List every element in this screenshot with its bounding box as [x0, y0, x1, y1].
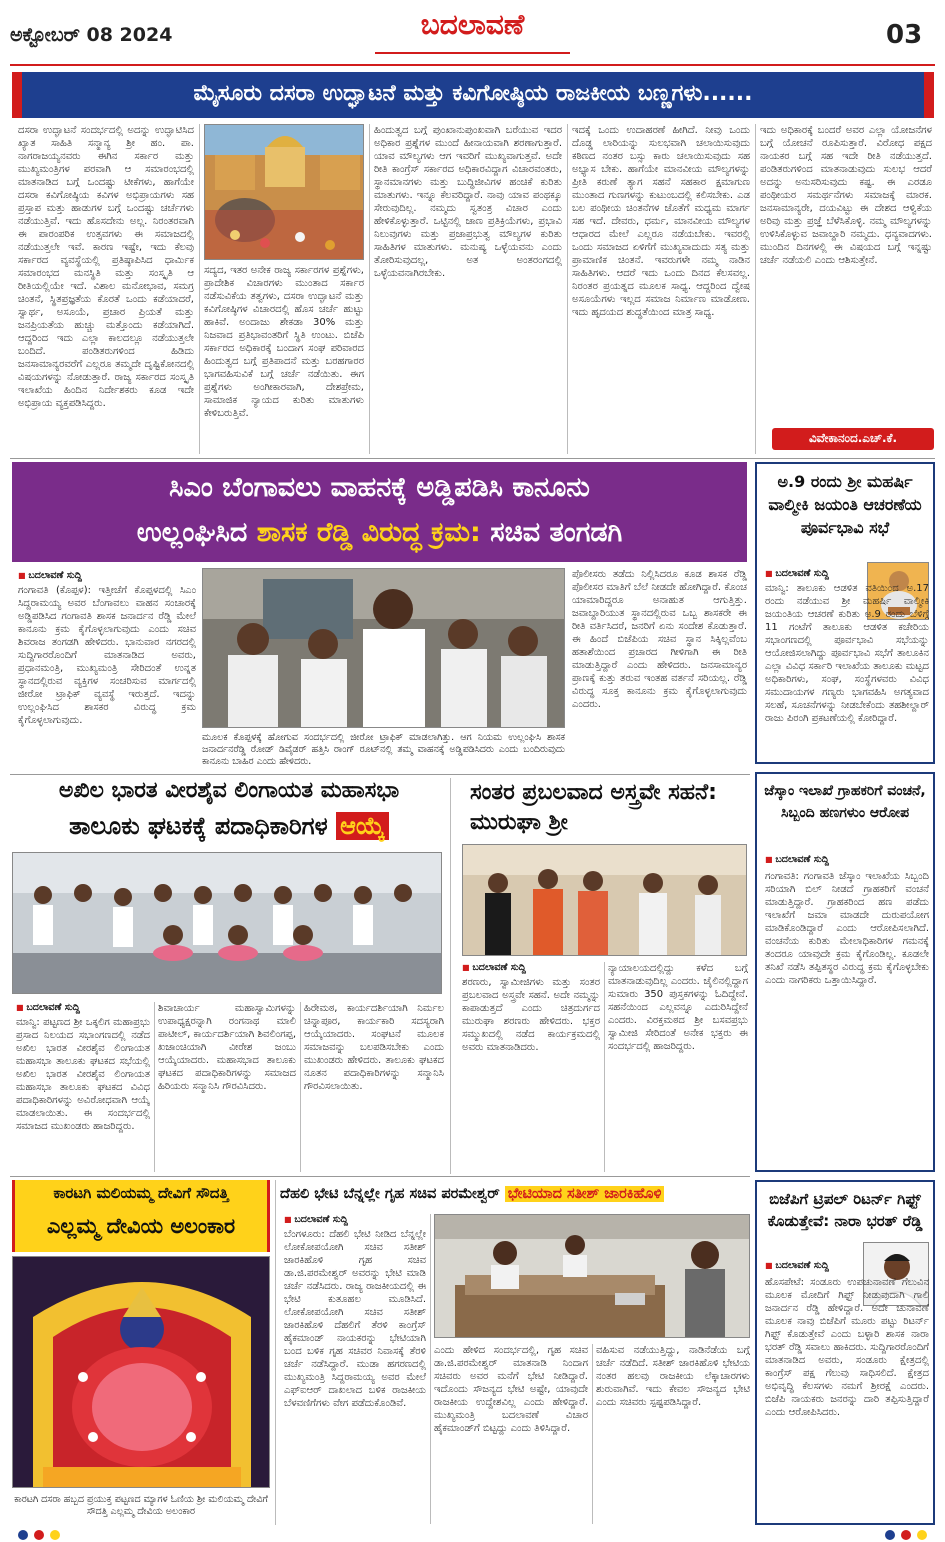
escom-box: [755, 772, 935, 1172]
mahasabha-col2: ಶಿವಾಚಾರ್ಯ ಮಹಾಸ್ವಾಮಿಗಳನ್ನು ಉಪಾಧ್ಯಕ್ಷರನ್ನಾಗಿ ರಂಗನಾಥ ಮಾಲಿ ಪಾಟೀಲ್, ಕಾರ್ಯದರ್ಶಿಯಾಗಿ ಶಿವಲಿಂಗಪ್ಪ, ಖಜಾಂಚಿಯಾಗಿ ವೀರೇಶ ಜಂಬು ಆಯ್ಕೆಯಾದರು. ಮಹಾಸಭಾದ ತಾಲೂಕು ಘಟಕದ ಪದಾಧಿಕಾರಿಗಳನ್ನು ಸಮಾಜದ ಹಿರಿಯರು ಸನ್ಮಾನಿಸಿ ಗೌರವಿಸಿದರು.: [158, 1003, 296, 1092]
cm-vehicle-body-left: ಗಂಗಾವತಿ (ಕೊಪ್ಪಳ): ಇತ್ತೀಚೆಗೆ ಕೊಪ್ಪಳದಲ್ಲಿ ಸಿಎಂ ಸಿದ್ದರಾಮಯ್ಯ ಅವರ ಬೆಂಗಾವಲು ವಾಹನ ಸಂಚಾರಕ್ಕೆ ಅಡ್ಡಿಪಡಿಸಿದ ಗಂಗಾವತಿ ಶಾಸಕ ಜನಾರ್ದನ ರೆಡ್ಡಿ ಮೇಲೆ ಕಾನೂನು ಕ್ರಮ ಕೈಗೊಳ್ಳಲಾಗುವುದು ಎಂದು ಸಚಿವ ಶಿವರಾಜ ತಂಗಡಗಿ ಹೇಳಿದರು. ಭಾನುವಾರ ನಗರದಲ್ಲಿ ಸುದ್ದಿಗಾರರೊಂದಿಗೆ ಮಾತನಾಡಿದ ಅವರು, ಪ್ರಧಾನಮಂತ್ರಿ, ಮುಖ್ಯಮಂತ್ರಿ ಸೇರಿದಂತೆ ಉನ್ನತ ಸ್ಥಾನದಲ್ಲಿರುವ ವ್ಯಕ್ತಿಗಳ ಸಂಚರಿಸುವ ಮಾರ್ಗದಲ್ಲಿ ಜೀರೋ ಟ್ರಾಫಿಕ್ ವ್ಯವಸ್ಥೆ ಇರುತ್ತದೆ. ಇದನ್ನು ಉಲ್ಲಂಘಿಸಿದ ಶಾಸಕರ ವಿರುದ್ಧ ಕ್ರಮ ಕೈಗೊಳ್ಳಲಾಗುವುದು.: [18, 585, 196, 726]
delhi-headline-b: ಭೇಟಿಯಾದ ಸತೀಶ್ ಜಾರಕಿಹೊಳಿ: [505, 1186, 665, 1202]
mahasabha-headline-line2: [14, 812, 444, 840]
mysuru-col5: ಇದು ಅಧಿಕಾರಕ್ಕೆ ಬಂದರೆ ಅವರ ಎಲ್ಲಾ ಯೋಜನೆಗಳ ಬಗ್ಗೆ ಯೋಚನೆ ರೂಪಿಸುತ್ತಾರೆ. ವಿರೋಧ ಪಕ್ಷದ ನಾಯಕರ ಬಗ್ಗೆ ಸಹ ಇದೇ ರೀತಿ ನಡೆಯುತ್ತದೆ. ಪಂಡಿತರುಗಳಿಂದ ಮಾತನಾಡುವುದು ಸುಲಭ ಆದರೆ ಅದನ್ನು ಅನುಸರಿಸುವುದು ಕಷ್ಟ. ಈ ಎರಡೂ ಪಂಥೀಯರ ಸಮರ್ಥನೆಗಳು ಸಮಾಜಕ್ಕೆ ಮಾರಕ. ಜನಸಾಮಾನ್ಯರೇ, ದಯವಿಟ್ಟು ಈ ದೇಶದ ಆಳ್ವಿಕೆಯ ಅರಿವು ಮತ್ತು ಪ್ರಜ್ಞೆ ಬೆಳೆಸಿಕೊಳ್ಳಿ. ನಮ್ಮ ಮೌಲ್ಯಗಳನ್ನು ಉಳಿಸಿಕೊಳ್ಳುವ ಜವಾಬ್ದಾರಿ ನಮ್ಮದು. ಧನ್ಯವಾದಗಳು. ಮುಂದಿನ ದಿನಗಳಲ್ಲಿ ಈ ವಿಷಯದ ಬಗ್ಗೆ ಇನ್ನಷ್ಟು ಚರ್ಚೆ ನಡೆಯಲಿ ಎಂದು ಆಶಿಸುತ್ತೇನೆ.: [760, 125, 932, 266]
mysuru-col4: ಇದಕ್ಕೆ ಒಂದು ಉದಾಹರಣೆ ಹೀಗಿದೆ. ನೀವು ಒಂದು ದೊಡ್ಡ ಲಾರಿಯನ್ನು ಸುಲಭವಾಗಿ ಚಲಾಯಿಸುವುದು ಕಠಿಣದ ನಂತರ ಬಸ್ಸು ಕಾರು ಚಲಾಯಿಸುವುದು ಸಹ ಅಭ್ಯಾಸ ಬೇಕು. ಹಾಗೆಯೇ ಮಾನವೀಯ ಮೌಲ್ಯಗಳನ್ನು ಪ್ರೀತಿ ಕರುಣೆ ತ್ಯಾಗ ಸಹನೆ ಸಹಕಾರ ಕ್ಷಮಾಗುಣ ಮುಂತಾದ ಗುಣಗಳನ್ನು ಕುಟುಂಬದಲ್ಲಿ ಕಲಿಸಬೇಕು. ಎಡ ಬಲ ಪಂಥೀಯ ಚಿಂತನೆಗಳ ಜೊತೆಗೆ ಮಧ್ಯಮ ಮಾರ್ಗ ಸಹ ಇದೆ. ದೇವರು, ಧರ್ಮ, ಮಾನವೀಯ ಮೌಲ್ಯಗಳ ಆಧಾರದ ಮೇಲೆ ಎಲ್ಲರೂ ನಡೆಯಬೇಕು. ಇವರಲ್ಲಿ ಒಂದು ಸಮಾಜದ ಏಳಿಗೆಗೆ ಮುಖ್ಯವಾದುದು ಸತ್ಯ ಮತ್ತು ಪ್ರಾಮಾಣಿಕ ಚಿಂತನೆ. ಇವರುಗಳೇ ನಮ್ಮ ನಾಡಿನ ಸಾಹಿತಿಗಳು. ಆದರೆ ಇದು ಒಂದು ದಿನದ ಕೆಲಸವಲ್ಲ. ನಿರಂತರ ಪ್ರಯತ್ನದ ಮೂಲಕ ಸಾಧ್ಯ. ಆದ್ದರಿಂದ ದ್ವೇಷ ಅಸೂಯೆಗಳು ಇಲ್ಲದ ಸಮಾಜ ನಿರ್ಮಾಣ ಮಾಡೋಣ. ಇದು ಹೃದಯದ ಶುದ್ಧತೆಯಿಂದ ಮಾತ್ರ ಸಾಧ್ಯ.: [572, 125, 750, 318]
footer-dot: [34, 1530, 44, 1540]
masthead-rule: [10, 64, 935, 66]
valmiki-byline: ■ ಬದಲಾವಣೆ ಸುದ್ದಿ: [765, 568, 829, 579]
delhi-col2: ಎಂದು ಹೇಳಿದ ಸಂದರ್ಭದಲ್ಲಿ, ಗೃಹ ಸಚಿವ ಡಾ.ಜಿ.ಪರಮೇಶ್ವರ್ ಮಾತನಾಡಿ ನಿಂದಾಗ ಸಚಿವರು ಅವರ ಮನೆಗೆ ಭೇಟಿ ನೀಡಿದ್ದಾರೆ. ಇದೊಂದು ಸೌಜನ್ಯದ ಭೇಟಿ ಅಷ್ಟೇ, ಯಾವುದೇ ರಾಜಕೀಯ ಉದ್ದೇಶವಿಲ್ಲ ಎಂದು ಹೇಳಿದ್ದಾರೆ. ಮುಖ್ಯಮಂತ್ರಿ ಬದಲಾವಣೆ ವಿಚಾರ ಹೈಕಮಾಂಡ್‌ಗೆ ಬಿಟ್ಟದ್ದು ಎಂದು ತಿಳಿಸಿದ್ದಾರೆ.: [434, 1345, 588, 1434]
masthead: [0, 0, 945, 66]
cm-vehicle-headline-line2a: ಉಲ್ಲಂಘಿಸಿದ: [136, 517, 257, 548]
footer-dot: [901, 1530, 911, 1540]
yellamma-headline-line1: ಕಾರಟಗಿ ಮಲಿಯಮ್ಮ ದೇವಿಗೆ ಸೌದತ್ತಿ: [53, 1184, 229, 1202]
mysuru-headline-banner: [12, 72, 934, 118]
bjp-headline: ಬಿಜೆಪಿಗೆ ಟ್ರಿಪಲ್ ರಿಟರ್ನ್ ಗಿಫ್ಟ್ ಕೊಡುತ್ತೇವೆ: ನಾರಾ ಭರತ್ ರೆಡ್ಡಿ: [767, 1190, 923, 1230]
mahasabha-headline-line2b: ಆಯ್ಕೆ: [336, 812, 389, 840]
cm-vehicle-headline-line1: ಸಿಎಂ ಬೆಂಗಾವಲು ವಾಹನಕ್ಕೆ ಅಡ್ಡಿಪಡಿಸಿ ಕಾನೂನು: [169, 472, 590, 503]
delhi-byline: ■ ಬದಲಾವಣೆ ಸುದ್ದಿ: [284, 1214, 348, 1225]
footer-dot: [18, 1530, 28, 1540]
delhi-headline-a: ದೆಹಲಿ ಭೇಟಿ ಬೆನ್ನಲ್ಲೇ ಗೃಹ ಸಚಿವ ಪರಮೇಶ್ವರ್: [280, 1186, 505, 1202]
mysuru-col2: ಸದ್ಯದ, ಇತರ ಅನೇಕ ರಾಜ್ಯ ಸರ್ಕಾರಗಳ ಪ್ರಶ್ನೆಗಳು, ಪ್ರಾದೇಶಿಕ ವಿಚಾರಗಳು ಮುಂತಾದ ಸರ್ಕಾರ ನಡೆಸುವಿಕೆಯ ತತ್ವಗಳು, ದಸರಾ ಉದ್ಘಾಟನೆ ಮತ್ತು ಕವಿಗೋಷ್ಠಿಗಳ ವಿಚಾರದಲ್ಲಿ ಹೊಸ ಚರ್ಚೆ ಹುಟ್ಟು ಹಾಕಿವೆ. ಅಂದಾಜು ಶೇಕಡಾ 30% ಮತ್ತು ನಿಜವಾದ ಪ್ರತಿಭಾವಂತರಿಗೆ ಸ್ಥಿತಿ ಉಂಟು. ಬಿಜೆಪಿ ಸರ್ಕಾರದ ಅಧಿಕಾರಕ್ಕೆ ಬಂದಾಗ ಸಂಘ ಪರಿವಾರದ ಹಿಂದುತ್ವದ ಬಗ್ಗೆ ಪ್ರತಿಪಾದನೆ ಮತ್ತು ಬರಹಗಾರರ ಭಾಗವಹಿಸುವಿಕೆ ಬಗ್ಗೆ ಚರ್ಚೆ ನಡೆಯಿತು. ಈಗ ಪ್ರಶ್ನೆಗಳು ಅಂಗೀಕಾರವಾಗಿ, ದೇಶಪ್ರೇಮ, ಸಾಮಾಜಿಕ ನ್ಯಾಯದ ಕುರಿತು ಮಾತುಗಳು ಕೇಳಿಬರುತ್ತಿವೆ.: [204, 265, 364, 419]
cm-vehicle-headline-line2c: ಸಚಿವ ತಂಗಡಗಿ: [480, 517, 623, 548]
murugha-headline: ಸಂತರ ಪ್ರಬಲವಾದ ಅಸ್ತ್ರವೇ ಸಹನೆ: ಮುರುಘಾ ಶ್ರೀ: [470, 780, 717, 835]
bjp-box: [755, 1180, 935, 1525]
delhi-col3: ವಹಿಸುವ ನಡೆಯುತ್ತಿದ್ದು, ನಾಡಿನೆಡೆಯ ಬಗ್ಗೆ ಚರ್ಚೆ ನಡೆದಿದೆ. ಸತೀಶ್ ಜಾರಕಿಹೊಳಿ ಭೇಟಿಯ ನಂತರ ಹಲವು ರಾಜಕೀಯ ಲೆಕ್ಕಾಚಾರಗಳು ಶುರುವಾಗಿವೆ. ಇದು ಕೇವಲ ಸೌಜನ್ಯದ ಭೇಟಿ ಎಂದು ಸಚಿವರು ಸ್ಪಷ್ಟಪಡಿಸಿದ್ದಾರೆ.: [596, 1345, 750, 1408]
cm-vehicle-body-right: ಪೊಲೀಸರು ತಡೆದು ನಿಲ್ಲಿಸಿದರೂ ಕೂಡ ಶಾಸಕ ರೆಡ್ಡಿ ಪೊಲೀಸರ ಮಾತಿಗೆ ಬೆಲೆ ನೀಡದೇ ಹೋಗಿದ್ದಾರೆ. ಕೊಂಚ ಯಾಮಾರಿದ್ದರೂ ಅನಾಹುತ ಆಗುತ್ತಿತ್ತು. ಜವಾಬ್ದಾರಿಯುತ ಸ್ಥಾನದಲ್ಲಿರುವ ಒಬ್ಬ ಶಾಸಕರೇ ಈ ರೀತಿ ವರ್ತಿಸಿದರೆ, ಜನರಿಗೆ ಏನು ಸಂದೇಶ ಕೊಡುತ್ತಾರೆ. ಈ ಹಿಂದೆ ಬಿಜೆಪಿಯ ಸಚಿವ ಸ್ಥಾನ ಸಿಕ್ಕಿಲ್ಲವೆಂಬ ಹತಾಶೆಯಿಂದ ಪ್ರಚಾರದ ಗೀಳಿಗಾಗಿ ಈ ರೀತಿ ಮಾಡುತ್ತಿದ್ದಾರೆ ಎಂದು ಹೇಳಿದರು. ಜನಸಾಮಾನ್ಯರ ಪ್ರಾಣಕ್ಕೆ ಕುತ್ತು ತರುವ ಇಂತಹ ವರ್ತನೆ ಸರಿಯಲ್ಲ. ರೆಡ್ಡಿ ವಿರುದ್ಧ ಸೂಕ್ತ ಕಾನೂನು ಕ್ರಮ ಕೈಗೊಳ್ಳಲಾಗುವುದು ಎಂದರು.: [572, 569, 747, 710]
bjp-byline: ■ ಬದಲಾವಣೆ ಸುದ್ದಿ: [765, 1260, 829, 1271]
mahasabha-group-photo: [12, 852, 442, 994]
valmiki-box: [755, 462, 935, 764]
valmiki-body: ಮಾನ್ವಿ: ತಾಲೂಕು ಆಡಳಿತ ವತಿಯಿಂದ ಅ.17 ರಂದು ನಡೆಯುವ ಶ್ರೀ ಮಹರ್ಷಿ ವಾಲ್ಮೀಕಿ ಜಯಂತಿಯ ಆಚರಣೆ ಕುರಿತು ಅ.9 ರಂದು ಬೆಳಿಗ್ಗೆ 11 ಗಂಟೆಗೆ ತಾಲೂಕು ಆಡಳಿತ ಕಚೇರಿಯ ಸಭಾಂಗಣದಲ್ಲಿ ಪೂರ್ವಭಾವಿ ಸಭೆಯನ್ನು ಆಯೋಜಿಸಲಾಗಿದ್ದು ಪೂರ್ವಭಾವಿ ಸಭೆಗೆ ತಾಲೂಕಿನ ಎಲ್ಲಾ ವಿವಿಧ ಸರ್ಕಾರಿ ಇಲಾಖೆಯ ತಾಲೂಕು ಮಟ್ಟದ ಅಧಿಕಾರಿಗಳು, ಸಂಘ, ಸಂಸ್ಥೆಗಳವರು ವಿವಿಧ ಸಮುದಾಯಗಳ ಗಣ್ಯರು ಭಾಗವಹಿಸಿ ಅಗತ್ಯವಾದ ಸಲಹೆ, ಸೂಚನೆಗಳನ್ನು ನೀಡಬೇಕೆಂದು ತಹಶೀಲ್ದಾರ್ ರಾಜು ಪಿರಂಗಿ ಪ್ರಕಟಣೆಯಲ್ಲಿ ಕೋರಿದ್ದಾರೆ.: [765, 583, 929, 724]
yellamma-deity-photo: [12, 1256, 270, 1488]
escom-body: ಗಂಗಾವತಿ: ಗಂಗಾವತಿ ಜೆಸ್ಕಾಂ ಇಲಾಖೆಯ ಸಿಬ್ಬಂದಿ ಸರಿಯಾಗಿ ಬಿಲ್ ನೀಡದೆ ಗ್ರಾಹಕರಿಗೆ ವಂಚನೆ ಮಾಡುತ್ತಿದ್ದಾರೆ. ಗ್ರಾಹಕರಿಂದ ಹಣ ಪಡೆದು ಇಲಾಖೆಗೆ ಜಮಾ ಮಾಡದೇ ದುರುಪಯೋಗ ಮಾಡಿಕೊಂಡಿದ್ದಾರೆ ಎಂದು ಆರೋಪಿಸಲಾಗಿದೆ. ವಂಚನೆಯ ಕುರಿತು ಮೇಲಾಧಿಕಾರಿಗಳ ಗಮನಕ್ಕೆ ತಂದರೂ ಯಾವುದೇ ಕ್ರಮ ಕೈಗೊಂಡಿಲ್ಲ. ಕೂಡಲೇ ತನಿಖೆ ನಡೆಸಿ ತಪ್ಪಿತಸ್ಥರ ವಿರುದ್ಧ ಕ್ರಮ ಕೈಗೊಳ್ಳಬೇಕು ಎಂದು ನಾಗರಿಕರು ಒತ್ತಾಯಿಸಿದ್ದಾರೆ.: [765, 871, 929, 986]
yellamma-headline-line2: ಎಲ್ಲಮ್ಮ ದೇವಿಯ ಅಲಂಕಾರ: [46, 1214, 236, 1238]
footer-dot: [885, 1530, 895, 1540]
delhi-col1: ಬೆಂಗಳೂರು: ದೆಹಲಿ ಭೇಟಿ ನೀಡಿದ ಬೆನ್ನಲ್ಲೇ ಲೋಕೋಪಯೋಗಿ ಸಚಿವ ಸತೀಶ್ ಜಾರಕಿಹೊಳಿ ಗೃಹ ಸಚಿವ ಡಾ.ಜಿ.ಪರಮೇಶ್ವರ್ ಅವರನ್ನು ಭೇಟಿ ಮಾಡಿ ಚರ್ಚೆ ನಡೆಸಿದರು. ರಾಜ್ಯ ರಾಜಕೀಯದಲ್ಲಿ ಈ ಭೇಟಿ ಕುತೂಹಲ ಮೂಡಿಸಿದೆ. ಲೋಕೋಪಯೋಗಿ ಸಚಿವ ಸತೀಶ್ ಜಾರಕಿಹೊಳಿ ದೆಹಲಿಗೆ ತೆರಳಿ ಕಾಂಗ್ರೆಸ್ ಹೈಕಮಾಂಡ್ ನಾಯಕರನ್ನು ಭೇಟಿಯಾಗಿ ಬಂದ ಬಳಿಕ ಗೃಹ ಸಚಿವರ ನಿವಾಸಕ್ಕೆ ತೆರಳಿ ಚರ್ಚೆ ನಡೆಸಿದ್ದಾರೆ. ಮುಡಾ ಹಗರಣದಲ್ಲಿ ಮುಖ್ಯಮಂತ್ರಿ ಸಿದ್ದರಾಮಯ್ಯ ಅವರ ಮೇಲೆ ಎಫ್‌ಐಆರ್ ದಾಖಲಾದ ಬಳಿಕ ರಾಜಕೀಯ ಬೆಳವಣಿಗೆಗಳು ವೇಗ ಪಡೆದುಕೊಂಡಿವೆ.: [284, 1229, 426, 1409]
reddi-press-meet-photo: [202, 568, 565, 728]
murugha-col2: ನ್ಯಾಯಾಲಯದಲ್ಲಿದ್ದು ಕಳೆದ ಬಗ್ಗೆ ಮಾತನಾಡುವುದಿಲ್ಲ ಎಂದರು. ಜೈಲಿನಲ್ಲಿದ್ದಾಗ ಸುಮಾರು 350 ಪುಸ್ತಕಗಳನ್ನು ಓದಿದ್ದೇನೆ. ಸಹನೆಯಿಂದ ಎಲ್ಲವನ್ನೂ ಎದುರಿಸಿದ್ದೇನೆ ಎಂದರು. ವಿರಕ್ತಮಠದ ಶ್ರೀ ಬಸವಪ್ರಭು ಸ್ವಾಮೀಜಿ ಸೇರಿದಂತೆ ಅನೇಕ ಭಕ್ತರು ಈ ಸಂದರ್ಭದಲ್ಲಿ ಹಾಜರಿದ್ದರು.: [608, 963, 748, 1052]
dasara-procession-photo: [204, 124, 364, 260]
delhi-meeting-photo: [434, 1214, 750, 1338]
murugha-col1: ಶರಣರು, ಸ್ವಾಮೀಜಿಗಳು ಮತ್ತು ಸಂತರ ಪ್ರಬಲವಾದ ಅಸ್ತ್ರವೇ ಸಹನೆ. ಅದೇ ನಮ್ಮನ್ನು ಕಾಪಾಡುತ್ತದೆ ಎಂದು ಚಿತ್ರದುರ್ಗದ ಮುರುಘಾ ಶರಣರು ಹೇಳಿದರು. ಭಕ್ತರ ಸಮ್ಮುಖದಲ್ಲಿ ನಡೆದ ಕಾರ್ಯಕ್ರಮದಲ್ಲಿ ಅವರು ಮಾತನಾಡಿದರು.: [462, 977, 600, 1053]
valmiki-headline: ಅ.9 ರಂದು ಶ್ರೀ ಮಹರ್ಷಿ ವಾಲ್ಮೀಕಿ ಜಯಂತಿ ಆಚರಣೆಯ ಪೂರ್ವಭಾವಿ ಸಭೆ: [768, 472, 922, 537]
escom-headline: ಜೆಸ್ಕಾಂ ಇಲಾಖೆ ಗ್ರಾಹಕರಿಗೆ ವಂಚನೆ, ಸಿಬ್ಬಂದಿ ಹಣಗಳುಂ ಆರೋಪ: [764, 783, 926, 821]
mahasabha-byline: ■ ಬದಲಾವಣೆ ಸುದ್ದಿ: [16, 1002, 80, 1013]
cm-vehicle-headline-line2: [12, 517, 747, 549]
mysuru-col3: ಹಿಂದುತ್ವದ ಬಗ್ಗೆ ಪುಂಖಾನುಪುಂಖವಾಗಿ ಬರೆಯುವ ಇದರ ಅಧಿಕಾರ ಪ್ರಶ್ನೆಗಳ ಮುಂದೆ ಹೀನಾಯವಾಗಿ ಶರಣಾಗುತ್ತಾರೆ. ಯಾವ ಮೌಲ್ಯಗಳು ಆಗ ಇವರಿಗೆ ಮುಖ್ಯವಾಗುತ್ತವೆ. ಅದೇ ರೀತಿ ಕಾಂಗ್ರೆಸ್ ಸರ್ಕಾರದ ಅಧಿಕಾರವಿದ್ದಾಗ ವಿಚಾರವಂತರು, ಸ್ಥಾನಮಾನಗಳು ಮತ್ತು ಬುದ್ಧಿಜೀವಿಗಳ ಹಂಚಿಕೆ ಕುರಿತು ಮಾತುಗಳು. ಇನ್ನೂ ಕೆಲವರಿದ್ದಾರೆ. ನಾವು ಯಾವ ಪಂಥಕ್ಕೂ ಸೇರುವುದಿಲ್ಲ. ನಮ್ಮದು ಸ್ವತಂತ್ರ ವಿಚಾರ ಎಂದು ಹೇಳಿಕೊಳ್ಳುತ್ತಾರೆ. ಒಟ್ಟಿನಲ್ಲಿ ಜಾಣ ಪ್ರತಿಕ್ರಿಯೆಗಳು, ಪ್ರಭಾವಿ ನಿಲುವುಗಳು ಮತ್ತು ಪ್ರಜಾಪ್ರಭುತ್ವ ಮೌಲ್ಯಗಳ ಕುರಿತು ಸಾಹಿತಿಗಳ ಮಾತುಗಳು. ಮನುಷ್ಯ ಒಳ್ಳೆಯವನು ಎಂದು ತೋರಿಸುವುದಲ್ಲ, ಅತ ಅಂತರಂಗದಲ್ಲಿ ಒಳ್ಳೆಯವನಾಗಿರಬೇಕು.: [374, 125, 562, 279]
footer-dot: [917, 1530, 927, 1540]
cm-vehicle-byline: ■ ಬದಲಾವಣೆ ಸುದ್ದಿ: [18, 570, 82, 581]
mysuru-headline: ಮೈಸೂರು ದಸರಾ ಉದ್ಘಾಟನೆ ಮತ್ತು ಕವಿಗೋಷ್ಠಿಯ ರಾಜಕೀಯ ಬಣ್ಣಗಳು......: [193, 81, 753, 106]
footer-dot: [50, 1530, 60, 1540]
mysuru-col1: ದಸರಾ ಉದ್ಘಾಟನೆ ಸಂದರ್ಭದಲ್ಲಿ ಅದನ್ನು ಉದ್ಘಾಟಿಸಿದ ಖ್ಯಾತ ಸಾಹಿತಿ ಸನ್ಮಾನ್ಯ ಶ್ರೀ ಹಂ. ಪಾ. ನಾಗರಾಜಯ್ಯನವರು ಈಗಿನ ಸರ್ಕಾರ ಮತ್ತು ಮುಖ್ಯಮಂತ್ರಿಗಳ ಪರವಾಗಿ ಆ ಸಮಾರಂಭದಲ್ಲಿ ಮಾತನಾಡಿದ ಬಗ್ಗೆ ಒಂದಷ್ಟು ಟೀಕೆಗಳು, ಹಾಗೆಯೇ ದಸರಾ ಕವಿಗೋಷ್ಠಿಯ ಕವಿಗಳ ಅಭಿಪ್ರಾಯಗಳು ಸಹ ಪ್ರಸ್ತಾಪ ಮತ್ತು ಹಾಡುಗಳ ಬಗ್ಗೆ ಒಂದಷ್ಟು ಚರ್ಚೆಗಳು ನಡೆಯುತ್ತಿವೆ. ಇದು ಹೊಸದೇನು ಅಲ್ಲ. ನಿರಂತರವಾಗಿ ಈ ಪಾರಂಪರಿಕ ಉತ್ಸವಗಳು ಈ ಸಮಾಜದಲ್ಲಿ ನಡೆಯುತ್ತಲೇ ಇವೆ. ಕಾರಣ ಇಷ್ಟೇ, ಇದು ಕೆಲವು ಸರ್ಕಾರದ ವ್ಯವಸ್ಥೆಯಲ್ಲಿ ಪ್ರತಿಷ್ಠಾಪಿಸಿದ ಧಾರ್ಮಿಕ ಸಮಾರಂಭದ ಮನಸ್ಥಿತಿ ಮತ್ತು ಸಂಸ್ಕೃತಿ ಆ ರೀತಿಯಲ್ಲಿಯೇ ಇದೆ. ವಿಶಾಲ ಮನೋಭಾವ, ಸಮಗ್ರ ಚಿಂತನೆ, ಸ್ಥಿತಪ್ರಜ್ಞತೆಯ ಕೊರತೆ ಒಂದು ಕಡೆಯಾದರೆ, ಸ್ವಾರ್ಥ, ಅಸೂಯೆ, ಪ್ರಚಾರ ಪ್ರಿಯತೆ ಮತ್ತು ಜನಪ್ರಿಯತೆಯ ಹುಚ್ಚು ಮತ್ತೊಂದು ಕಡೆಯಾಗಿದೆ. ಆದ್ದರಿಂದ ಇದು ಎಲ್ಲಾ ಕಾಲದಲ್ಲೂ ನಡೆಯುತ್ತಲೇ ಬಂದಿದೆ. ಪಂಡಿತರುಗಳಿಂದ ಹಿಡಿದು ಜನಸಾಮಾನ್ಯರವರೆಗೆ ಎಲ್ಲರೂ ತಮ್ಮದೇ ದೃಷ್ಟಿಕೋನದಲ್ಲಿ ವಿಷಯಗಳನ್ನು ನೋಡುತ್ತಾರೆ. ರಾಜ್ಯ ಸರ್ಕಾರದ ಸಂಸ್ಕೃತಿ ಇಲಾಖೆಯ ಹಿಂದಿನ ನಿರ್ದೇಶಕರು ಕೂಡ ಇದೇ ಅಭಿಪ್ರಾಯ ವ್ಯಕ್ತಪಡಿಸಿದ್ದರು.: [18, 125, 194, 409]
cm-vehicle-headline-line2b: ಶಾಸಕ ರೆಡ್ಡಿ ವಿರುದ್ಧ ಕ್ರಮ:: [256, 517, 481, 548]
page-number: 03: [886, 20, 923, 50]
cm-vehicle-headline-banner: [12, 462, 747, 562]
masthead-underline: [375, 52, 570, 54]
escom-byline: ■ ಬದಲಾವಣೆ ಸುದ್ದಿ: [765, 854, 829, 865]
author-tag: [772, 428, 934, 450]
masthead-title: ಬದಲಾವಣೆ: [420, 8, 525, 41]
yellamma-headline-banner: [12, 1180, 270, 1252]
murugha-byline: ■ ಬದಲಾವಣೆ ಸುದ್ದಿ: [462, 962, 526, 973]
mahasabha-col3: ಹಿರೇಮಠ, ಕಾರ್ಯದರ್ಶಿಯಾಗಿ ನಿರ್ಮಲ ಚಿನ್ನಾಪೂರ, ಕಾರ್ಯಕಾರಿ ಸದಸ್ಯರಾಗಿ ಆಯ್ಕೆಯಾದರು. ಸಂಘಟನೆ ಮೂಲಕ ಸಮಾಜವನ್ನು ಬಲಪಡಿಸಬೇಕು ಎಂದು ಮುಖಂಡರು ಹೇಳಿದರು. ತಾಲೂಕು ಘಟಕದ ನೂತನ ಪದಾಧಿಕಾರಿಗಳನ್ನು ಸನ್ಮಾನಿಸಿ ಗೌರವಿಸಲಾಯಿತು.: [304, 1003, 444, 1092]
murugha-event-photo: [462, 844, 747, 956]
masthead-date: ಅಕ್ಟೋಬರ್ 08 2024: [10, 24, 173, 46]
mahasabha-headline-line1: ಅಖಿಲ ಭಾರತ ವೀರಶೈವ ಲಿಂಗಾಯತ ಮಹಾಸಭಾ: [58, 778, 400, 803]
delhi-headline: [280, 1186, 750, 1202]
mahasabha-headline-line2a: ತಾಲೂಕು ಘಟಕಕ್ಕೆ ಪದಾಧಿಕಾರಿಗಳ: [69, 812, 337, 840]
yellamma-caption: ಕಾರಟಗಿ ದಸರಾ ಹಬ್ಬದ ಪ್ರಯುಕ್ತ ಪಟ್ಟಣದ ಮ್ಯಾಗಳ ಓಣಿಯ ಶ್ರೀ ಮಲಿಯಮ್ಮ ದೇವಿಗೆ ಸೌದತ್ತಿ ಎಲ್ಲಮ್ಮ ದೇವಿಯ ಅಲಂಕಾರ: [14, 1494, 268, 1517]
author-name: ವಿವೇಕಾನಂದ.ಎಚ್.ಕೆ.: [808, 431, 898, 445]
mahasabha-col1: ಮಾನ್ವಿ: ಪಟ್ಟಣದ ಶ್ರೀ ಒಕ್ಕಲಿಗ ಮಹಾಪ್ರಭು ಪ್ರಸಾದ ನಿಲಯದ ಸಭಾಂಗಣದಲ್ಲಿ ನಡೆದ ಅಖಿಲ ಭಾರತ ವೀರಶೈವ ಲಿಂಗಾಯತ ಮಹಾಸಭಾ ತಾಲೂಕು ಘಟಕದ ಸಭೆಯಲ್ಲಿ ಅಖಿಲ ಭಾರತ ವೀರಶೈವ ಲಿಂಗಾಯತ ಮಹಾಸಭಾ ತಾಲೂಕು ಘಟಕದ ವಿವಿಧ ಪದಾಧಿಕಾರಿಗಳನ್ನು ಅವಿರೋಧವಾಗಿ ಆಯ್ಕೆ ಮಾಡಲಾಯಿತು. ಈ ಸಂದರ್ಭದಲ್ಲಿ ಸಮಾಜದ ಮುಖಂಡರು ಹಾಜರಿದ್ದರು.: [16, 1017, 150, 1132]
cm-vehicle-photo-caption: ಮೂಲಕ ಕೊಪ್ಪಳಕ್ಕೆ ಹೋಗುವ ಸಂದರ್ಭದಲ್ಲಿ ಜೀರೋ ಟ್ರಾಫಿಕ್ ಮಾಡಲಾಗಿತ್ತು. ಆಗ ನಿಯಮ ಉಲ್ಲಂಘಿಸಿ ಶಾಸಕ ಜನಾರ್ದನರೆಡ್ಡಿ ರೋಡ್ ಡಿವೈಡರ್ ಹತ್ತಿಸಿ ರಾಂಗ್ ರೂಟ್‌ನಲ್ಲಿ ತಮ್ಮ ವಾಹನಕ್ಕೆ ಅಡ್ಡಿಪಡಿಸಿದರು ಎಂದು ಬಂದಿರುವುದು ಕಾನೂನು ಬಾಹಿರ ಎಂದು ಹೇಳಿದರು.: [202, 732, 565, 767]
bjp-body: ಹೊಸಪೇಟೆ: ಸಂಡೂರು ಉಪಚುನಾವಣೆ ಗೆಲುವಿನ ಮೂಲಕ ಮೋದಿಗೆ ಗಿಫ್ಟ್ ನೀಡುವುದಾಗಿ ಗಾಲಿ ಜನಾರ್ದನ ರೆಡ್ಡಿ ಹೇಳಿದ್ದಾರೆ. ಅದೇ ಚುನಾವಣೆ ಮೂಲಕ ನಾವು ಬಿಜೆಪಿಗೆ ಮೂರು ಪಟ್ಟು ರಿಟರ್ನ್ ಗಿಫ್ಟ್ ಕೊಡುತ್ತೇವೆ ಎಂದು ಬಳ್ಳಾರಿ ಶಾಸಕ ನಾರಾ ಭರತ್ ರೆಡ್ಡಿ ಸವಾಲು ಹಾಕಿದರು. ಸುದ್ದಿಗಾರರೊಂದಿಗೆ ಮಾತನಾಡಿದ ಅವರು, ಸಂಡೂರು ಕ್ಷೇತ್ರದಲ್ಲಿ ಕಾಂಗ್ರೆಸ್ ಪಕ್ಷ ಗೆಲುವು ಸಾಧಿಸಲಿದೆ. ಕ್ಷೇತ್ರದ ಅಭಿವೃದ್ಧಿ ಕೆಲಸಗಳು ನಮಗೆ ಶ್ರೀರಕ್ಷೆ ಎಂದರು. ಬಿಜೆಪಿ ನಾಯಕರು ಜನರನ್ನು ದಾರಿ ತಪ್ಪಿಸುತ್ತಿದ್ದಾರೆ ಎಂದು ಆರೋಪಿಸಿದರು.: [765, 1277, 929, 1418]
